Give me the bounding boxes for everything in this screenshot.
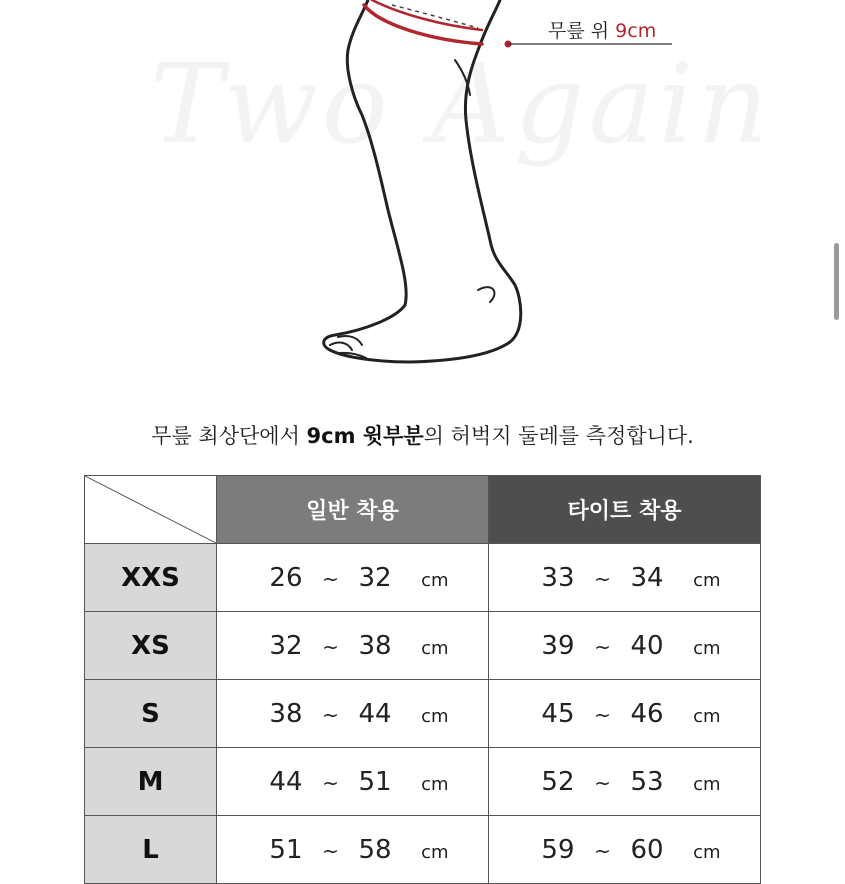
range-max: 51 <box>358 766 392 797</box>
table-row <box>85 680 761 748</box>
range-unit: cm <box>421 705 449 727</box>
range-min: 39 <box>541 630 575 661</box>
size-label: L <box>85 816 217 884</box>
range-tight <box>489 816 761 884</box>
range-tight <box>489 612 761 680</box>
range-min: 38 <box>269 698 303 729</box>
range-max: 53 <box>630 766 664 797</box>
range-min: 45 <box>541 698 575 729</box>
range-tight <box>489 680 761 748</box>
measure-callout <box>548 16 656 43</box>
range-normal <box>217 680 489 748</box>
corner-cell <box>85 476 217 544</box>
range-tilde: ~ <box>594 770 611 795</box>
scrollbar[interactable] <box>834 243 839 320</box>
range-min: 26 <box>269 562 303 593</box>
range-max: 60 <box>630 834 664 865</box>
callout-value: 9cm <box>615 20 657 42</box>
caption-text-2: 의 허벅지 둘레를 측정합니다. <box>423 424 694 448</box>
callout-label: 무릎 위 <box>548 20 610 42</box>
range-unit: cm <box>421 569 449 591</box>
range-tight <box>489 544 761 612</box>
table-row <box>85 748 761 816</box>
range-min: 51 <box>269 834 303 865</box>
range-max: 58 <box>358 834 392 865</box>
range-tilde: ~ <box>322 702 339 727</box>
range-tilde: ~ <box>322 566 339 591</box>
range-tilde: ~ <box>594 702 611 727</box>
size-label: XS <box>85 612 217 680</box>
range-max: 44 <box>358 698 392 729</box>
range-tilde: ~ <box>594 634 611 659</box>
diagonal-line <box>85 476 216 543</box>
table-header-row <box>85 476 761 544</box>
caption-bold: 9cm 윗부분 <box>306 424 424 448</box>
range-max: 40 <box>630 630 664 661</box>
range-normal <box>217 748 489 816</box>
range-unit: cm <box>693 637 721 659</box>
table-row <box>85 544 761 612</box>
range-tilde: ~ <box>322 838 339 863</box>
size-label: S <box>85 680 217 748</box>
range-unit: cm <box>421 773 449 795</box>
range-tilde: ~ <box>594 566 611 591</box>
measure-caption <box>0 420 845 450</box>
table-row <box>85 612 761 680</box>
range-unit: cm <box>693 705 721 727</box>
header-tight-fit: 타이트 착용 <box>489 476 761 544</box>
header-normal-fit: 일반 착용 <box>217 476 489 544</box>
range-min: 33 <box>541 562 575 593</box>
range-max: 38 <box>358 630 392 661</box>
range-normal <box>217 612 489 680</box>
size-label: XXS <box>85 544 217 612</box>
range-max: 32 <box>358 562 392 593</box>
range-normal <box>217 544 489 612</box>
range-min: 52 <box>541 766 575 797</box>
range-tilde: ~ <box>594 838 611 863</box>
table-row <box>85 816 761 884</box>
range-unit: cm <box>693 569 721 591</box>
range-min: 32 <box>269 630 303 661</box>
range-unit: cm <box>421 841 449 863</box>
range-tilde: ~ <box>322 770 339 795</box>
range-unit: cm <box>693 773 721 795</box>
range-tight <box>489 748 761 816</box>
range-unit: cm <box>693 841 721 863</box>
range-max: 46 <box>630 698 664 729</box>
range-normal <box>217 816 489 884</box>
range-tilde: ~ <box>322 634 339 659</box>
range-unit: cm <box>421 637 449 659</box>
caption-text-1: 무릎 최상단에서 <box>151 424 307 448</box>
leg-illustration <box>0 0 845 400</box>
range-min: 59 <box>541 834 575 865</box>
range-max: 34 <box>630 562 664 593</box>
range-min: 44 <box>269 766 303 797</box>
size-label: M <box>85 748 217 816</box>
size-table <box>84 475 761 884</box>
